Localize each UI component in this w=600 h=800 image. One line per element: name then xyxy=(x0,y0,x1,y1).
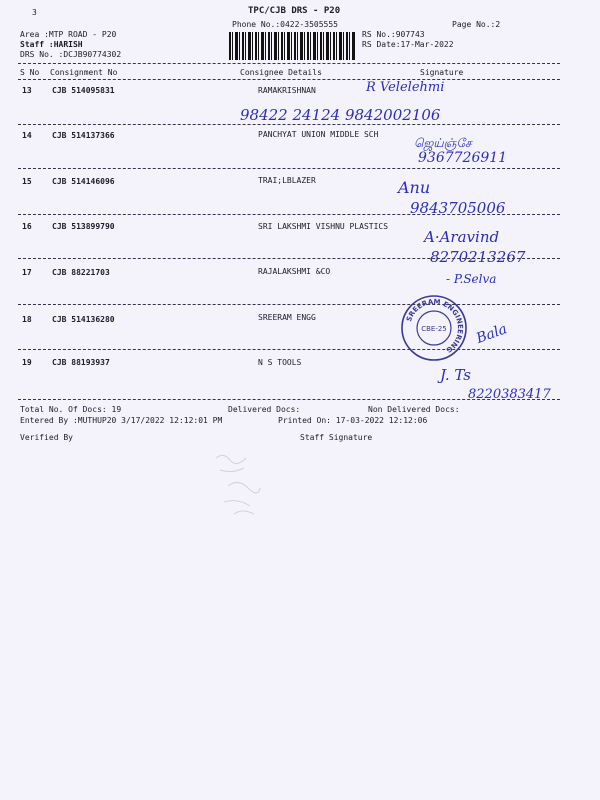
staff-signature-label: Staff Signature xyxy=(300,433,373,442)
bleed-through-marks xyxy=(200,448,300,528)
handwritten-phone: 9367726911 xyxy=(418,150,508,166)
row-consignee: TRAI;LBLAZER xyxy=(258,176,316,185)
row-sno: 18 xyxy=(22,315,32,324)
seal-center-text: CBE-25 xyxy=(421,325,447,333)
row-sno: 19 xyxy=(22,358,32,367)
row-consignee: RAJALAKSHMI &CO xyxy=(258,267,331,276)
total-docs: Total No. Of Docs: 19 xyxy=(20,405,122,414)
barcode xyxy=(229,32,355,60)
row-consignment: CJB 514146096 xyxy=(52,177,115,186)
handwritten-signature: A·Aravind xyxy=(424,228,500,246)
row-consignment: CJB 514095831 xyxy=(52,86,115,95)
verified-by: Verified By xyxy=(20,433,73,442)
handwritten-signature: Anu xyxy=(398,178,431,197)
row-consignment: CJB 514137366 xyxy=(52,131,115,140)
handwritten-signature: Bala xyxy=(474,321,510,347)
printed-on: Printed On: 17-03-2022 12:12:06 xyxy=(278,416,428,425)
rs-number: RS No.:907743 xyxy=(362,30,425,39)
row-consignee: RAMAKRISHNAN xyxy=(258,86,316,95)
row-divider xyxy=(18,124,560,125)
row-divider xyxy=(18,168,560,169)
handwritten-signature: ஜெய்ஞ்சே xyxy=(414,136,472,150)
row-consignment: CJB 88221703 xyxy=(52,268,110,277)
phone-number: Phone No.:0422-3505555 xyxy=(232,20,338,29)
handwritten-phone: 8270213267 xyxy=(430,248,526,266)
col-signature: Signature xyxy=(420,68,464,77)
handwritten-phone: 98422 24124 9842002106 xyxy=(240,106,441,124)
row-consignment: CJB 514136280 xyxy=(52,315,115,324)
col-consignment: Consignment No xyxy=(50,68,118,77)
col-consignee: Consignee Details xyxy=(240,68,322,77)
document-title: TPC/CJB DRS - P20 xyxy=(248,6,341,16)
drs-number: DRS No. :DCJB90774302 xyxy=(20,50,122,59)
entered-by: Entered By :MUTHUP20 3/17/2022 12:12:01 PM xyxy=(20,416,223,425)
header-divider xyxy=(18,63,560,64)
row-sno: 15 xyxy=(22,177,32,186)
area-label: Area :MTP ROAD - P20 xyxy=(20,30,117,39)
delivered-docs: Delivered Docs: xyxy=(228,405,301,414)
row-sno: 13 xyxy=(22,86,32,95)
row-consignment: CJB 88193937 xyxy=(52,358,110,367)
row-divider xyxy=(18,214,560,215)
handwritten-phone: 9843705006 xyxy=(410,199,506,217)
handwritten-signature: R Velelehmi xyxy=(366,80,445,95)
row-consignee: N S TOOLS xyxy=(258,358,302,367)
seal-ring-text: SREERAM ENGINEERING xyxy=(405,297,465,355)
row-sno: 16 xyxy=(22,222,32,231)
column-divider xyxy=(18,79,560,80)
row-consignee: SRI LAKSHMI VISHNU PLASTICS xyxy=(258,222,389,231)
row-sno: 17 xyxy=(22,268,32,277)
seal-graphic xyxy=(400,294,468,362)
row-divider xyxy=(18,258,560,259)
row-divider xyxy=(18,349,560,350)
row-sno: 14 xyxy=(22,131,32,140)
rs-date: RS Date:17-Mar-2022 xyxy=(362,40,454,49)
company-seal xyxy=(400,294,468,362)
non-delivered-docs: Non Delivered Docs: xyxy=(368,405,460,414)
row-consignee: PANCHYAT UNION MIDDLE SCH xyxy=(258,130,379,139)
corner-mark: 3 xyxy=(32,8,37,17)
col-sno: S No xyxy=(20,68,40,77)
staff-label: Staff :HARISH xyxy=(20,40,83,49)
handwritten-signature: - P.Selva xyxy=(446,272,497,286)
row-consignee: SREERAM ENGG xyxy=(258,313,316,322)
handwritten-signature: J. Ts xyxy=(440,366,471,384)
row-consignment: CJB 513899790 xyxy=(52,222,115,231)
row-divider xyxy=(18,399,560,400)
page-number: Page No.:2 xyxy=(452,20,501,29)
handwritten-phone: 8220383417 xyxy=(468,387,551,402)
row-divider xyxy=(18,304,560,305)
